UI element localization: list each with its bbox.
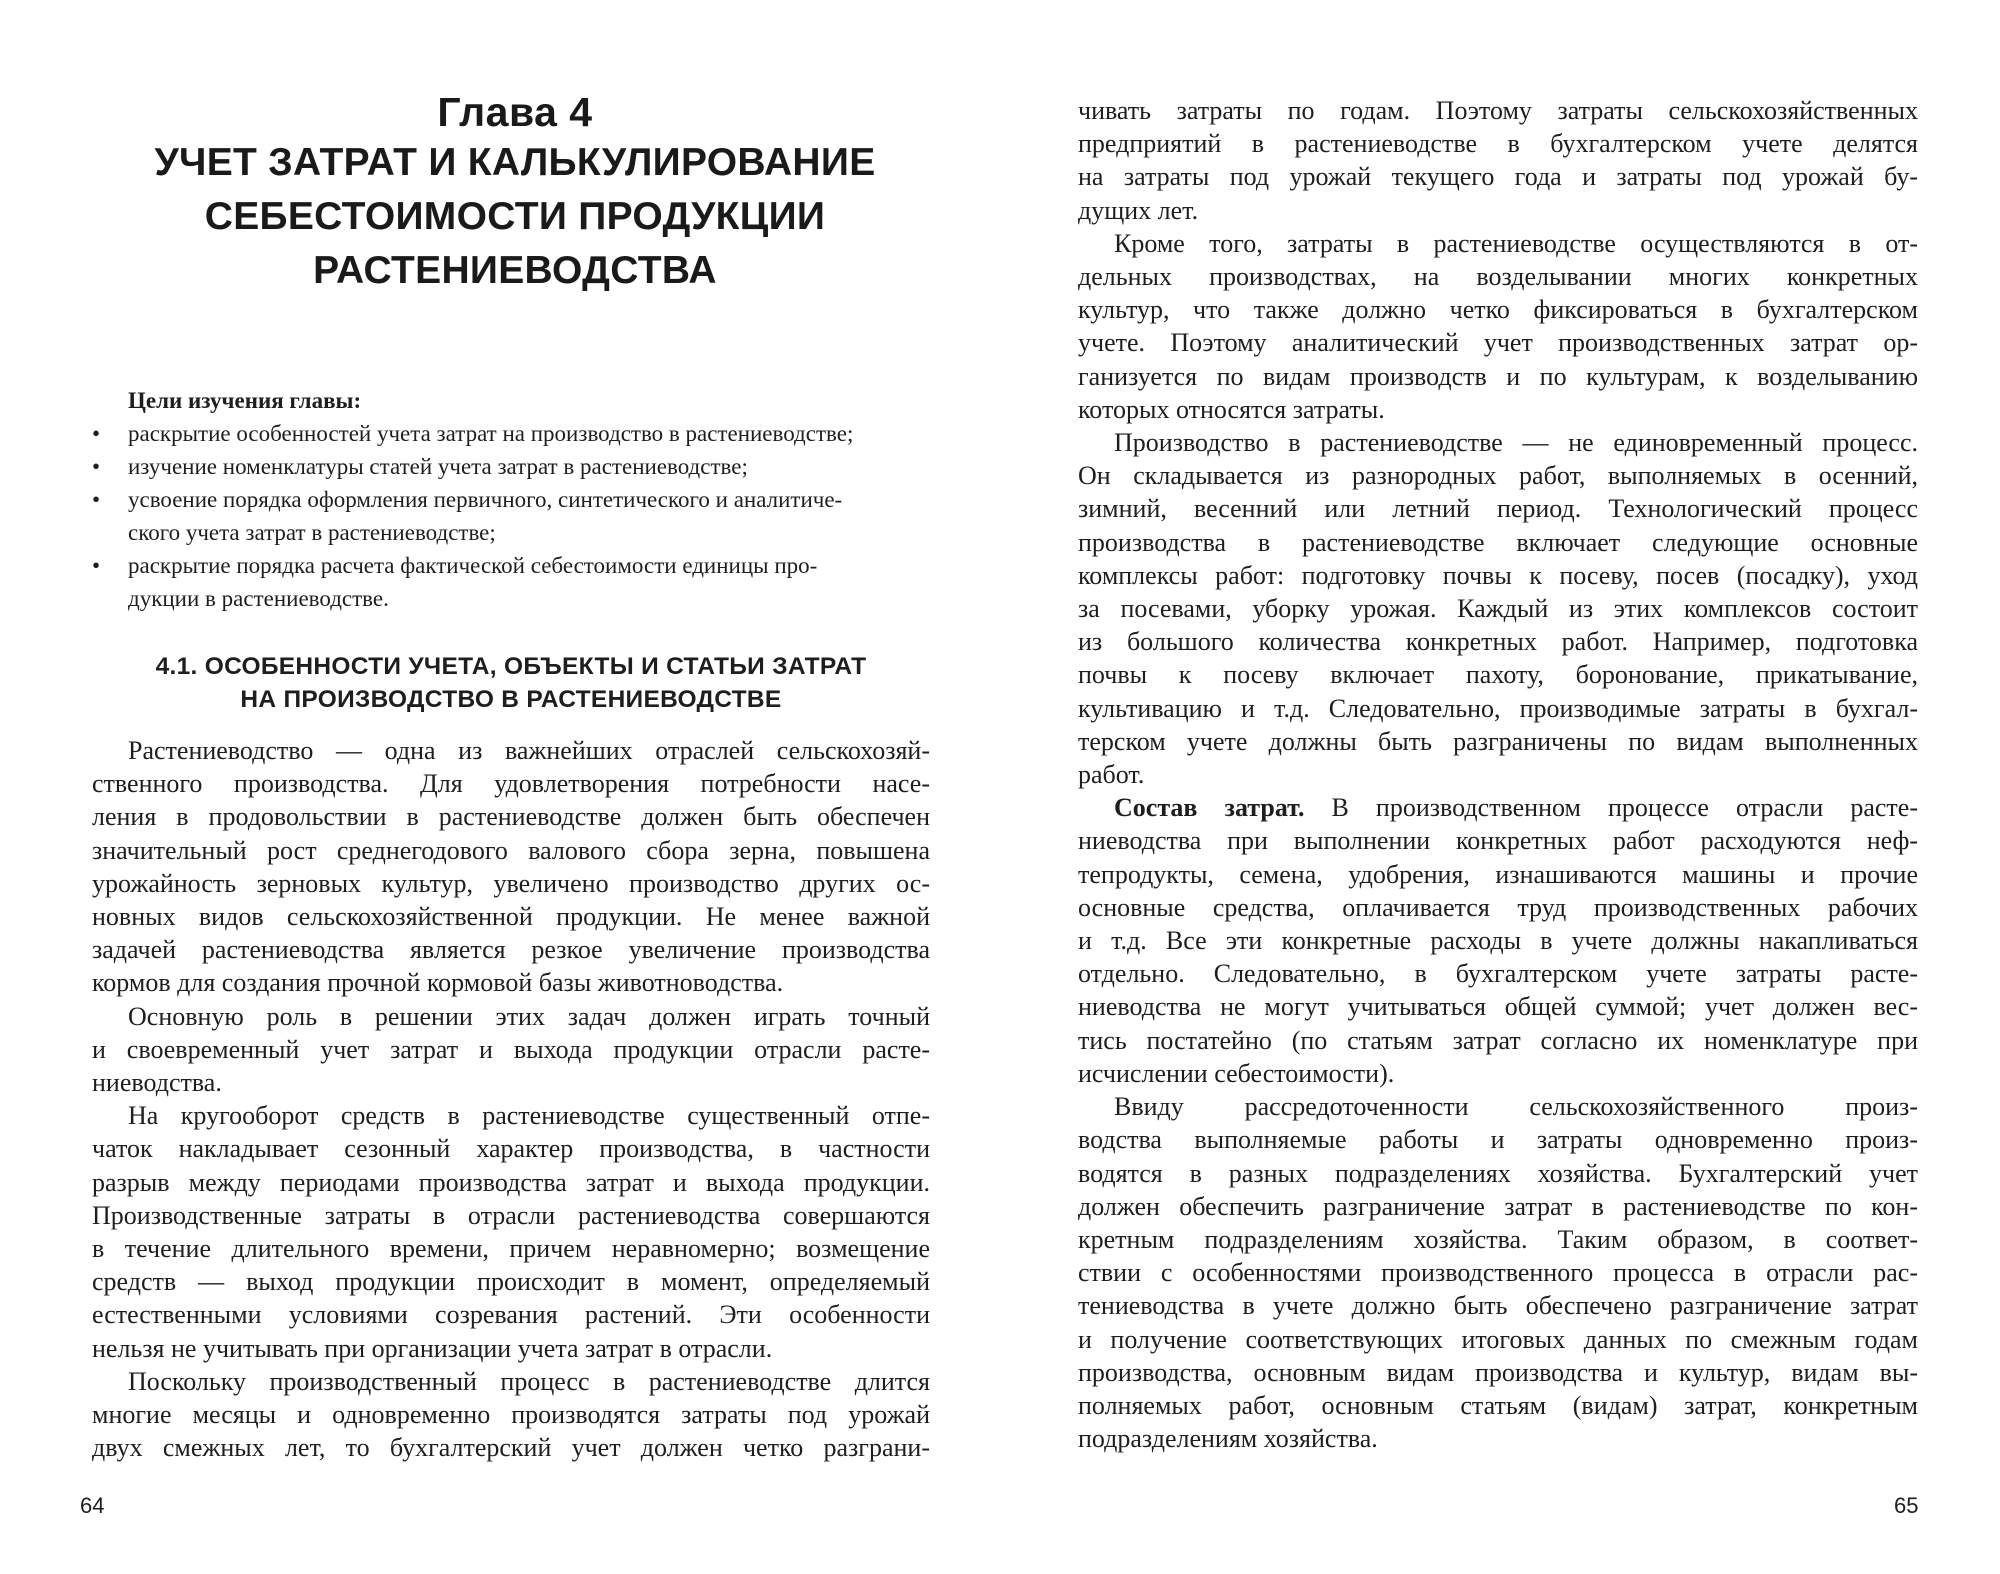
goal-line: изучение номенклатуры статей учета затрат в растениеводстве; (128, 454, 748, 479)
paragraph (1078, 791, 1918, 1090)
paragraph (92, 1099, 930, 1365)
text-line: культур, что также должно четко фиксироваться в бухгалтерском (1078, 295, 1918, 325)
text-line: ления в продовольствии в растениеводстве должен быть обеспечен (92, 802, 930, 832)
text-line: за посевами, уборку урожая. Каждый из этих комплексов состоит (1078, 594, 1918, 624)
text-line: тениеводства в учете должно быть обеспечено разграничение затрат (1078, 1291, 1918, 1321)
text-line: ганизуется по видам производств и по культурам, к возделыванию (1078, 361, 1918, 391)
text-line: значительный рост среднегодового валового сбора зерна, повышена (92, 835, 930, 865)
text-line: зимний, весенний или летний период. Технологический процесс (1078, 494, 1918, 524)
text-line: исчислении себестоимости). (1078, 1058, 1395, 1088)
text-line: производства, основным видам производства и культур, видам вы- (1078, 1357, 1918, 1387)
text-line: культивацию и т.д. Следовательно, производимые затраты в бухгал- (1078, 693, 1918, 723)
paragraph (92, 1365, 930, 1465)
text-line: Растениеводство — одна из важнейших отраслей сельскохозяй- (128, 736, 930, 765)
text-line: средств — выход продукции происходит в момент, определяемый (92, 1267, 930, 1297)
text-line: урожайность зерновых культур, увеличено производство других ос- (92, 868, 930, 898)
section-heading (92, 650, 930, 716)
text-line: нельзя не учитывать при организации учета затрат в отрасли. (92, 1333, 773, 1363)
text-line: разрыв между периодами производства затрат и выхода продукции. (92, 1167, 930, 1197)
chapter-goals (92, 384, 930, 615)
text-line: кретным подразделениям хозяйства. Таким образом, в соответ- (1078, 1224, 1918, 1254)
goals-list (92, 417, 930, 615)
text-line: ниеводства. (92, 1068, 222, 1098)
text-line: Производство в растениеводстве — не единовременный процесс. (1114, 428, 1918, 458)
text-line: работ. (1078, 760, 1145, 790)
text-line: новных видов сельскохозяйственной продукции. Не менее важной (92, 902, 930, 932)
text-line: тепродукты, семена, удобрения, изнашиваются машины и прочие (1078, 859, 1918, 889)
paragraph (1078, 94, 1918, 227)
text-line: Он складывается из разнородных работ, выполняемых в осенний, (1078, 461, 1918, 491)
goal-line: раскрытие порядка расчета фактической себестоимости единицы про- (128, 553, 818, 578)
bullet-icon: • (92, 487, 101, 512)
text-line: подразделениям хозяйства. (1078, 1424, 1378, 1454)
text-line: ствии с особенностями производственного процесса в отрасли рас- (1078, 1258, 1918, 1288)
text-line: полняемых работ, основным статьям (видам) затрат, конкретным (1078, 1390, 1918, 1420)
text-line: учете. Поэтому аналитический учет производственных затрат ор- (1078, 328, 1918, 358)
text-line: дущих лет. (1078, 195, 1199, 225)
bullet-icon: • (92, 421, 101, 446)
text-line: и своевременный учет затрат и выхода продукции отрасли расте- (92, 1034, 930, 1064)
goal-line: дукции в растениеводстве. (128, 586, 389, 611)
text-line: ниеводства при выполнении конкретных работ расходуются неф- (1078, 826, 1918, 856)
text-run: В производственном процессе отрасли расте- (1304, 793, 1918, 823)
goal-item (92, 483, 930, 549)
goal-line: ского учета затрат в растениеводстве; (128, 520, 496, 545)
text-line: ственного производства. Для удовлетворения потребности насе- (92, 769, 930, 799)
text-line: чивать затраты по годам. Поэтому затраты сельскохозяйственных (1078, 96, 1918, 125)
text-line: чаток накладывает сезонный характер производства, в частности (92, 1134, 930, 1164)
text-line: кормов для создания прочной кормовой базы животноводства. (92, 968, 784, 998)
chapter-title-line: РАСТЕНИЕВОДСТВА (313, 249, 717, 292)
paragraph (1078, 1090, 1918, 1455)
goal-item (92, 549, 930, 615)
text-line: Производственные затраты в отрасли растениеводства совершаются (92, 1200, 930, 1230)
text-line: на затраты под урожай текущего года и затраты под урожай бу- (1078, 162, 1918, 192)
goals-heading: Цели изучения главы: (128, 388, 362, 413)
text-line: ниеводства не могут учитываться общей суммой; учет должен вес- (1078, 992, 1918, 1022)
text-line: почвы к посеву включает пахоту, боронование, прикатывание, (1078, 660, 1918, 690)
right-page (1000, 0, 2000, 1574)
text-line: Основную роль в решении этих задач должен играть точный (128, 1001, 930, 1031)
chapter-title-line: СЕБЕСТОИМОСТИ ПРОДУКЦИИ (204, 195, 826, 238)
paragraph (1078, 227, 1918, 426)
text-line: тись постатейно (по статьям затрат согласно их номенклатуре при (1078, 1025, 1918, 1055)
text-line: двух смежных лет, то бухгалтерский учет должен четко разграни- (92, 1433, 930, 1463)
goal-line: усвоение порядка оформления первичного, синтетического и аналитиче- (128, 487, 843, 512)
section-heading-line: 4.1. ОСОБЕННОСТИ УЧЕТА, ОБЪЕКТЫ И СТАТЬИ ЗАТРАТ (155, 653, 867, 680)
section-heading-line: НА ПРОИЗВОДСТВО В РАСТЕНИЕВОДСТВЕ (240, 686, 782, 713)
page-number: 65 (1894, 1493, 1919, 1518)
text-line: предприятий в растениеводстве в бухгалтерском учете делятся (1078, 129, 1918, 159)
text-line: производства в растениеводстве включает следующие основные (1078, 527, 1918, 557)
goal-item (92, 417, 930, 450)
page-number: 64 (80, 1493, 105, 1518)
text-line: водятся в разных подразделениях хозяйства. Бухгалтерский учет (1078, 1158, 1918, 1188)
text-line: отдельно. Следовательно, в бухгалтерском учете затраты расте- (1078, 959, 1918, 989)
paragraph (92, 734, 930, 1000)
text-line: из большого количества конкретных работ. Например, подготовка (1078, 627, 1918, 657)
bold-lead: Состав затрат. (1114, 793, 1305, 823)
text-line: и т.д. Все эти конкретные расходы в учете должны накапливаться (1078, 926, 1918, 956)
text-line: комплексы работ: подготовку почвы к посеву, посев (посадку), уход (1078, 560, 1918, 590)
right-body-text (1078, 94, 1918, 1455)
text-line: в течение длительного времени, причем неравномерно; возмещение (92, 1234, 930, 1264)
text-line: водства выполняемые работы и затраты одновременно произ- (1078, 1125, 1918, 1155)
text-line: дельных производствах, на возделывании многих конкретных (1078, 262, 1918, 292)
goal-item (92, 450, 930, 483)
text-line: естественными условиями созревания растений. Эти особенности (92, 1300, 930, 1330)
text-line: которых относятся затраты. (1078, 394, 1385, 424)
text-line: терском учете должны быть разграничены по видам выполненных (1078, 726, 1918, 756)
text-line: Ввиду рассредоточенности сельскохозяйственного произ- (1114, 1092, 1918, 1122)
text-line (1078, 791, 1918, 824)
paragraph (1078, 426, 1918, 791)
goal-line: раскрытие особенностей учета затрат на производство в растениеводстве; (128, 421, 854, 446)
text-line: задачей растениеводства является резкое увеличение производства (92, 935, 930, 965)
left-body-text (92, 734, 930, 1464)
chapter-title-line: УЧЕТ ЗАТРАТ И КАЛЬКУЛИРОВАНИЕ (154, 141, 876, 184)
text-line: основные средства, оплачивается труд производственных рабочих (1078, 892, 1918, 922)
paragraph (92, 1000, 930, 1100)
text-line: На кругооборот средств в растениеводстве существенный отпе- (128, 1101, 930, 1131)
text-line: должен обеспечить разграничение затрат в растениеводстве по кон- (1078, 1191, 1918, 1221)
text-line: Кроме того, затраты в растениеводстве осуществляются в от- (1114, 228, 1918, 258)
text-line: и получение соответствующих итоговых данных по смежным годам (1078, 1324, 1918, 1354)
chapter-heading (90, 88, 940, 298)
bullet-icon: • (92, 553, 101, 578)
text-line: Поскольку производственный процесс в растениеводстве длится (128, 1366, 930, 1396)
chapter-number: Глава 4 (437, 89, 593, 135)
text-line: многие месяцы и одновременно производятся затраты под урожай (92, 1400, 930, 1430)
bullet-icon: • (92, 454, 101, 479)
